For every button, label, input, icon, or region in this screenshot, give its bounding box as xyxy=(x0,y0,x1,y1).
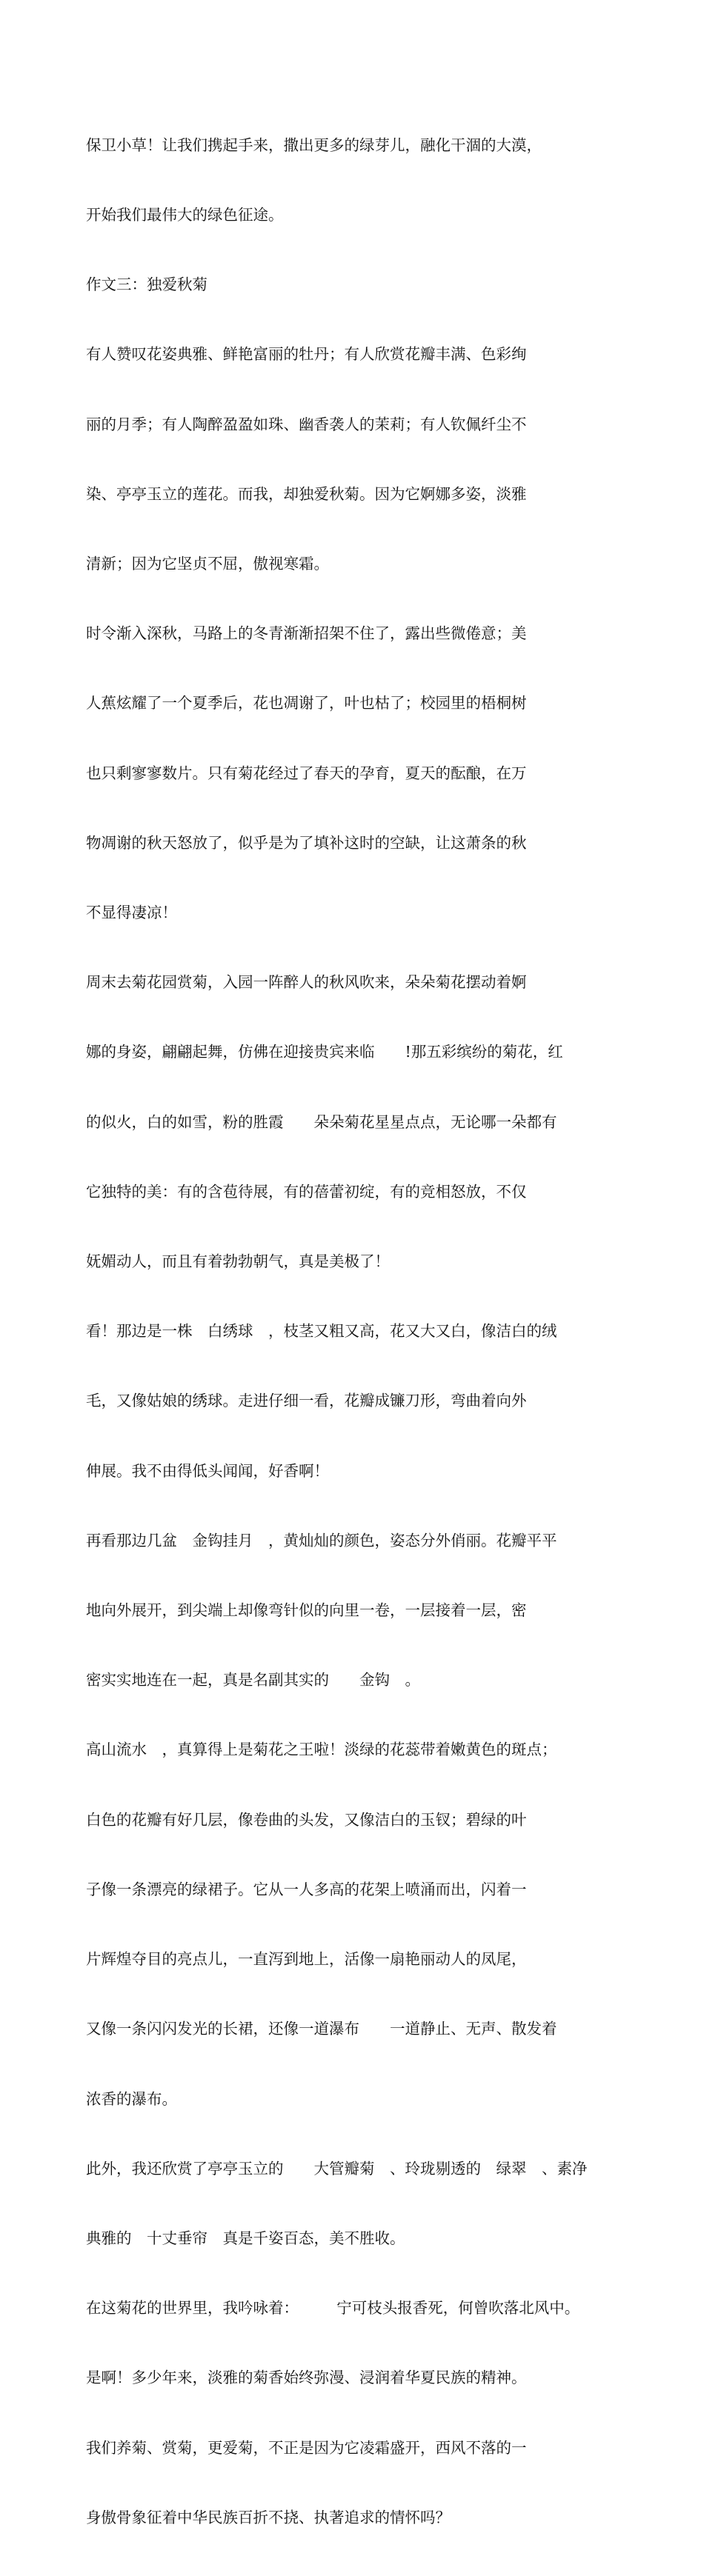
text-line: 毛，又像姑娘的绣球。走进仔细一看，花瓣成镰刀形，弯曲着向外 xyxy=(86,1392,527,1410)
text-line: 人蕉炫耀了一个夏季后，花也凋谢了，叶也枯了；校园里的梧桐树 xyxy=(86,694,527,713)
text-line: 在这菊花的世界里，我吟咏着： 宁可枝头报香死，何曾吹落北风中。 xyxy=(86,2299,580,2318)
text-line: 时令渐入深秋，马路上的冬青渐渐招架不住了，露出些微倦意；美 xyxy=(86,624,527,643)
text-line: 保卫小草！让我们携起手来，撒出更多的绿芽儿，融化干涸的大漠， xyxy=(86,136,542,154)
text-line: 子像一条漂亮的绿裙子。它从一人多高的花架上喷涌而出，闪着一 xyxy=(86,1880,527,1898)
text-line: 有人赞叹花姿典雅、鲜艳富丽的牡丹；有人欣赏花瓣丰满、色彩绚 xyxy=(86,345,527,364)
essay-title: 作文三：独爱秋菊 xyxy=(86,276,207,294)
text-line: 密实实地连在一起，真是名副其实的 金钩 。 xyxy=(86,1671,420,1689)
text-line: 浓香的瀑布。 xyxy=(86,2089,177,2108)
text-line: 丽的月季；有人陶醉盈盈如珠、幽香袭人的茉莉；有人钦佩纤尘不 xyxy=(86,415,527,433)
text-line: 开始我们最伟大的绿色征途。 xyxy=(86,206,284,224)
text-line: 妩媚动人，而且有着勃勃朝气，真是美极了！ xyxy=(86,1252,390,1271)
text-line: 伸展。我不由得低头闻闻，好香啊！ xyxy=(86,1461,329,1480)
text-line: 物凋谢的秋天怒放了，似乎是为了填补这时的空缺，让这萧条的秋 xyxy=(86,833,527,852)
text-line: 的似火，白的如雪，粉的胜霞 朵朵菊花星星点点，无论哪一朵都有 xyxy=(86,1112,557,1131)
text-line: 我们养菊、赏菊，更爱菊，不正是因为它凌霜盛开，西风不落的一 xyxy=(86,2438,527,2457)
text-line: 不显得凄凉！ xyxy=(86,904,177,922)
text-line: 地向外展开，到尖端上却像弯针似的向里一卷，一层接着一层，密 xyxy=(86,1601,527,1620)
text-line: 又像一条闪闪发光的长裙，还像一道瀑布 一道静止、无声、散发着 xyxy=(86,2020,557,2038)
text-line: 娜的身姿，翩翩起舞，仿佛在迎接贵宾来临 !那五彩缤纷的菊花，红 xyxy=(86,1043,563,1061)
text-line: 染、亭亭玉立的莲花。而我，却独爱秋菊。因为它婀娜多姿，淡雅 xyxy=(86,484,527,503)
text-line: 它独特的美：有的含苞待展，有的蓓蕾初绽，有的竞相怒放，不仅 xyxy=(86,1182,527,1201)
text-line: 身傲骨象征着中华民族百折不挠、执著追求的情怀吗？ xyxy=(86,2508,451,2526)
text-line: 周末去菊花园赏菊，入园一阵醉人的秋风吹来，朵朵菊花摆动着婀 xyxy=(86,973,527,992)
text-line: 再看那边几盆 金钩挂月 ，黄灿灿的颜色，姿态分外俏丽。花瓣平平 xyxy=(86,1531,557,1549)
text-line: 看！那边是一株 白绣球 ，枝茎又粗又高，花又大又白，像洁白的绒 xyxy=(86,1322,557,1341)
text-line: 此外，我还欣赏了亭亭玉立的 大管瓣菊 、玲珑剔透的 绿翠 、素净 xyxy=(86,2159,588,2178)
text-line: 也只剩寥寥数片。只有菊花经过了春天的孕育，夏天的酝酿，在万 xyxy=(86,764,527,782)
text-line: 白色的花瓣有好几层，像卷曲的头发，又像洁白的玉钗；碧绿的叶 xyxy=(86,1810,527,1829)
text-line: 是啊！多少年来，淡雅的菊香始终弥漫、浸润着华夏民族的精神。 xyxy=(86,2369,527,2387)
text-line: 典雅的 十丈垂帘 真是千姿百态，美不胜收。 xyxy=(86,2229,405,2247)
text-line: 片辉煌夺目的亮点儿，一直泻到地上，活像一扇艳丽动人的凤尾， xyxy=(86,1950,527,1969)
essay-text xyxy=(86,87,620,2576)
text-line: 高山流水 ，真算得上是菊花之王啦！淡绿的花蕊带着嫩黄色的斑点； xyxy=(86,1741,557,1759)
text-line: 清新；因为它坚贞不屈，傲视寒霜。 xyxy=(86,555,329,573)
